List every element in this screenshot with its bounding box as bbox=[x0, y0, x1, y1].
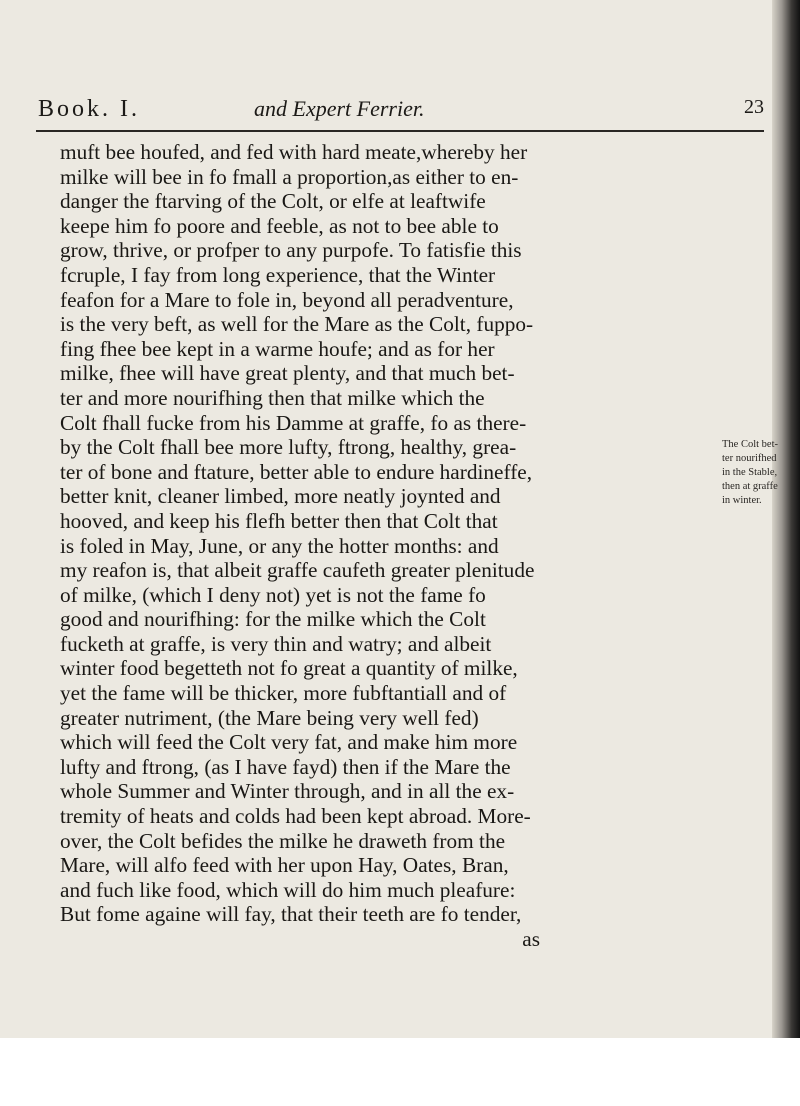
page-gutter-shadow bbox=[772, 0, 800, 1106]
text-line: fing fhee bee kept in a warme houfe; and as for her bbox=[60, 336, 495, 361]
text-line: greater nutriment, (the Mare being very well fed) bbox=[60, 705, 479, 730]
text-line: Colt fhall fucke from his Damme at graffe, fo as there- bbox=[60, 410, 527, 435]
text-line: winter food begetteth not fo great a quantity of milke, bbox=[60, 656, 518, 681]
page-bottom-margin bbox=[0, 1038, 800, 1106]
marginal-note-line: in winter. bbox=[722, 495, 762, 506]
text-line: ter of bone and ftature, better able to endure hardineffe, bbox=[60, 459, 533, 484]
marginal-note-line: in the Stable, bbox=[722, 467, 778, 478]
text-line: by the Colt fhall bee more lufty, ftrong, healthy, grea- bbox=[60, 435, 517, 460]
body-text bbox=[60, 140, 720, 952]
marginal-note-line: then at graffe bbox=[722, 481, 778, 492]
text-line: yet the fame will be thicker, more fubftantiall and of bbox=[60, 681, 507, 706]
running-title: and Expert Ferrier. bbox=[254, 96, 425, 121]
marginal-note-line: The Colt bet- bbox=[722, 439, 778, 450]
text-line: hooved, and keep his flefh better then that Colt that bbox=[60, 508, 498, 533]
text-line: feafon for a Mare to fole in, beyond all peradventure, bbox=[60, 287, 514, 312]
text-line: But fome againe will fay, that their teeth are fo tender, bbox=[60, 902, 522, 927]
text-line: of milke, (which I deny not) yet is not the fame fo bbox=[60, 582, 486, 607]
marginal-note bbox=[722, 438, 788, 508]
book-label: Book. I. bbox=[38, 96, 140, 122]
text-line: keepe him fo poore and feeble, as not to bee able to bbox=[60, 213, 499, 238]
text-line: which will feed the Colt very fat, and make him more bbox=[60, 730, 518, 755]
page-number: 23 bbox=[744, 96, 764, 118]
text-line: good and nourifhing: for the milke which the Colt bbox=[60, 607, 486, 632]
text-line: and fuch like food, which will do him much pleafure: bbox=[60, 877, 516, 902]
text-line: milke, fhee will have great plenty, and that much bet- bbox=[60, 361, 515, 386]
text-line: danger the ftarving of the Colt, or elfe at leaftwife bbox=[60, 189, 486, 214]
text-line: muft bee houfed, and fed with hard meate,whereby her bbox=[60, 140, 528, 164]
header-rule bbox=[36, 130, 764, 132]
marginal-note-line: ter nourifhed bbox=[722, 453, 777, 464]
text-line: better knit, cleaner limbed, more neatly joynted and bbox=[60, 484, 501, 509]
text-line: whole Summer and Winter through, and in all the ex- bbox=[60, 779, 515, 804]
text-line: my reafon is, that albeit graffe caufeth greater plenitude bbox=[60, 558, 535, 583]
text-line: lufty and ftrong, (as I have fayd) then if the Mare the bbox=[60, 754, 511, 779]
text-line: is foled in May, June, or any the hotter months: and bbox=[60, 533, 499, 558]
text-line: is the very beft, as well for the Mare as the Colt, fuppo- bbox=[60, 312, 534, 337]
text-line: Mare, will alfo feed with her upon Hay, Oates, Bran, bbox=[60, 853, 509, 878]
text-line: fucketh at graffe, is very thin and watry; and albeit bbox=[60, 631, 492, 656]
text-line: ter and more nourifhing then that milke which the bbox=[60, 385, 485, 410]
catchword: as bbox=[522, 927, 540, 951]
text-line: milke will bee in fo fmall a proportion,as either to en- bbox=[60, 164, 519, 189]
text-line: over, the Colt befides the milke he draweth from the bbox=[60, 828, 506, 853]
text-line: fcruple, I fay from long experience, that the Winter bbox=[60, 262, 496, 287]
text-line: grow, thrive, or profper to any purpofe. To fatisfie this bbox=[60, 238, 522, 263]
text-line: tremity of heats and colds had been kept abroad. More- bbox=[60, 804, 531, 829]
page-header bbox=[38, 92, 778, 132]
